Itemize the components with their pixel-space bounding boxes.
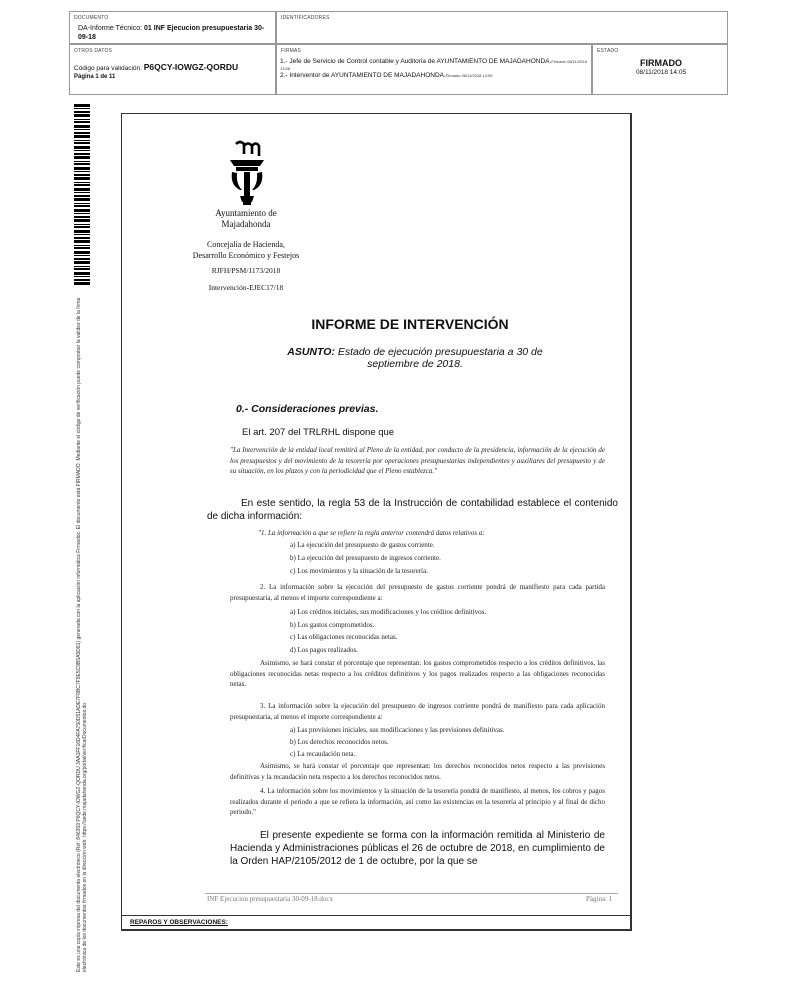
list-item: b) La ejecución del presupuesto de ingresos corriente. — [290, 554, 441, 562]
reference-1: RJFH/PSM/1173/2018 — [211, 266, 281, 275]
status-badge: FIRMADO — [640, 58, 682, 68]
quote-point4: 4. La información sobre los movimientos y la situación de la tesorería pondrá de manifiesto, al menos, los cobros y pagos realizados durante el periodo a que se refiera la información, así como las existencias en la tesorería al principio y al final de dicho periodo." — [230, 787, 605, 816]
verification-side-text: Este es una copia impresa del documento electrónico (Ref: 846359 P6QCY-IOWGZ-QORDU 3AA1FF16D4FA750D51ADE7F9BC7F9E5C9B5A5D81) generada con la aplicación informática Firmadoc. El documento está FIRMADO. Mediante el código de verificación puede comprobar la validez de la firma electrónica de los documentos firmados en la dirección web: https://sede.majadahonda.org/portal/verificarDocumentos.do — [76, 297, 88, 972]
list-item: c) Las obligaciones reconocidas netas. — [290, 633, 398, 641]
list-item: c) Los movimientos y la situación de la tesorería. — [290, 567, 428, 575]
page-title: INFORME DE INTERVENCIÓN — [311, 316, 509, 332]
page-count: Página 1 de 11 — [74, 74, 116, 80]
otros-datos-box — [69, 44, 276, 95]
documento-box — [69, 11, 276, 44]
otros-datos-label: OTROS DATOS — [74, 48, 113, 54]
regla53-paragraph: En este sentido, la regla 53 de la Instrucción de contabilidad establece el contenido de dicha información: — [207, 498, 618, 522]
signature-1: 1.- Jefe de Servicio de Control contable y Auditoria de AYUNTAMIENTO DE MAJADAHONDA.Firmado 08/11/2018 13:58 — [280, 58, 587, 71]
documento-label: DOCUMENTO — [74, 15, 109, 21]
art207-intro: El art. 207 del TRLRHL dispone que — [242, 427, 395, 438]
list-item: d) Los pagos realizados. — [290, 646, 359, 654]
identificadores-label: IDENTIFICADORES — [281, 15, 330, 21]
list-item: b) Los gastos comprometidos. — [290, 621, 375, 629]
footer-filename: INF Ejecucion presupuestaria 30-09-18.docx — [207, 895, 333, 903]
footer-divider — [205, 893, 618, 894]
subject: ASUNTO: Estado de ejecución presupuestaria a 30 de septiembre de 2018. — [287, 346, 543, 370]
list-item: b) Los derechos reconocidos netos. — [290, 738, 389, 746]
firmas-label: FIRMAS — [281, 48, 302, 54]
list-item: a) La ejecución del presupuesto de gastos corriente. — [290, 541, 435, 549]
quote-point3: 3. La información sobre la ejecución del presupuesto de ingresos corriente pondrá de manifiesto para cada aplicación presupuestaria, al menos el importe correspondiente a: — [230, 702, 605, 721]
document-title: DA-Informe Técnico: 01 INF Ejecucion presupuestaria 30-09-18 — [78, 25, 265, 41]
majadahonda-crest-logo — [228, 140, 266, 206]
expediente-paragraph: El presente expediente se forma con la información remitida al Ministerio de Hacienda y Administraciones públicas el 26 de octubre de 2018, en cumplimiento de la Orden HAP/2105/2012 de 1 de octubre, por la que se — [230, 830, 605, 867]
list-item: a) Los créditos iniciales, sus modificaciones y los créditos definitivos. — [290, 608, 487, 616]
estado-box — [592, 44, 728, 95]
ayuntamiento-name: Ayuntamiento de Majadahonda — [215, 208, 277, 229]
list-item: a) Las previsiones iniciales, sus modificaciones y las previsiones definitivas. — [290, 726, 505, 734]
reference-2: Intervención-EJEC17/18 — [208, 283, 284, 292]
section-heading: 0.- Consideraciones previas. — [236, 403, 379, 415]
quote-point2: 2. La información sobre la ejecución del presupuesto de gastos corriente pondrá de manifiesto para cada partida presupuestaria, al menos el importe correspondiente a: — [230, 583, 605, 602]
reparos-box — [121, 915, 632, 931]
signature-2: 2.- Interventor de AYUNTAMIENTO DE MAJADAHONDA.Firmado 08/11/2018 14:05 — [280, 72, 493, 79]
footer-page-number: Página: 1 — [586, 895, 613, 903]
quote-art207: "La Intervención de la entidad local remitirá al Pleno de la entidad, por conducto de la presidencia, información de la ejecución de los presupuestos y del movimiento de la tesorería por operaciones presupuestarias independientes y auxiliares del presupuesto y de su situación, en los plazos y con la periodicidad que el Pleno establezca." — [230, 446, 605, 475]
identificadores-box — [276, 11, 728, 44]
concejalia-name: Concejalía de Hacienda, Desarrollo Económico y Festejos — [192, 240, 300, 260]
list-item: c) La recaudación neta. — [290, 750, 356, 758]
quote-point3-extra: Asimismo, se hará constar el porcentaje que representan: los derechos reconocidos netos respecto a las previsiones definitivas y la recaudación neta respecto a los derechos reconocidos netos. — [230, 762, 605, 781]
reparos-label: REPAROS Y OBSERVACIONES: — [130, 919, 229, 926]
status-date: 08/11/2018 14:05 — [635, 69, 687, 76]
barcode — [74, 104, 90, 286]
quote-point1: "1. La información a que se refiere la regla anterior contendrá datos relativos a: — [258, 529, 485, 537]
firmas-box — [276, 44, 592, 95]
quote-point2-extra: Asimismo, se hará constar el porcentaje que representan: los gastos comprometidos respecto a los créditos definitivos, las obligaciones reconocidas netas respecto a los créditos definitivos y los pagos realizados respecto a las obligaciones reconocidas netas. — [230, 659, 605, 688]
estado-label: ESTADO — [597, 48, 619, 54]
validation-code: Código para validación: P6QCY-IOWGZ-QORDU — [74, 62, 239, 72]
